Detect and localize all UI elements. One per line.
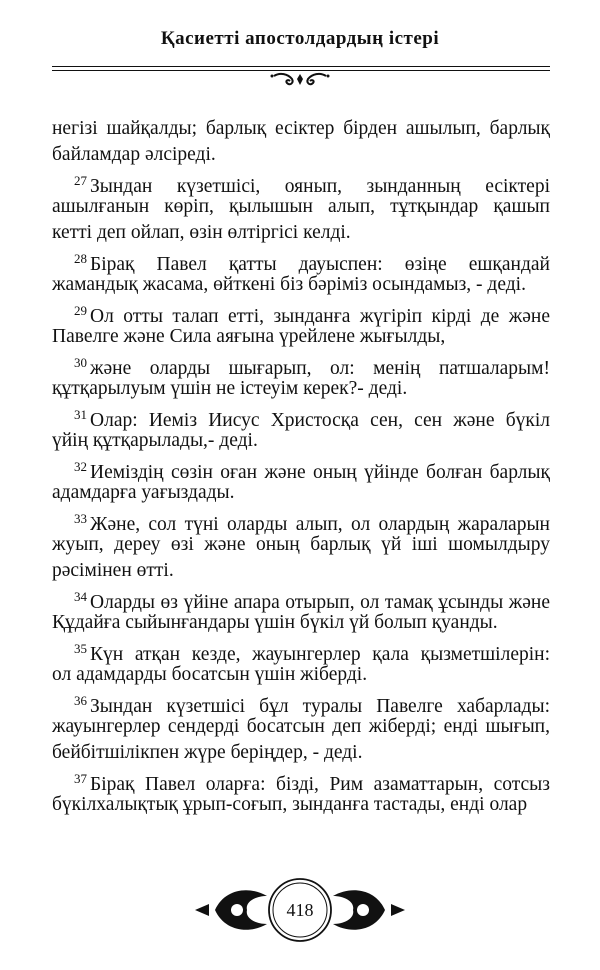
text-line [52,610,550,636]
verse-number: 29 [74,303,87,318]
verse-text: Және, сол түні оларды алып, ол олардың жараларын [90,514,550,535]
text-line [52,350,550,379]
verse-number: 37 [74,771,87,786]
text-line [52,246,550,275]
text-line [52,714,550,740]
verse-text: Бірақ Павел оларға: бізді, Рим азаматтарын, сотсыз [90,774,550,795]
verse-text: кетті деп ойлап, өзін өлтіргісі келді. [52,222,351,243]
verse-text: рәсімінен өтті. [52,560,174,581]
text-line [52,454,550,483]
verse-number: 27 [74,173,87,188]
verse-text: Күн атқан кезде, жауынгерлер қала қызметшілерін: [90,644,550,665]
verse-number: 33 [74,511,87,526]
verse-text: ашылғанын көріп, қылышын алып, тұтқындар қашып [52,196,550,217]
text-line [52,376,550,402]
text-line [52,142,550,168]
verse-text: негізі шайқалды; барлық есіктер бірден ашылып, барлық [52,118,550,139]
verse-text: Бірақ Павел қатты дауыспен: өзіңе ешқандай [90,254,550,275]
text-line [52,506,550,535]
text-line [52,740,550,766]
verse-text: Павелге және Сила аяғына үрейлене жығылды, [52,326,446,347]
header-ornament-icon [270,70,330,88]
text-line [52,324,550,350]
text-line [52,558,550,584]
verse-text: бейбітшілікпен жүре беріңдер, - деді. [52,742,363,763]
verse-text: жауынгерлер сендерді босатсын деп жіберді; енді шығып, [52,716,550,737]
verse-text: жамандық жасама, өйткені біз бәріміз осындамыз, - деді. [52,274,526,295]
text-line [52,116,550,142]
verse-number: 31 [74,407,87,422]
verse-text: Олар: Иеміз Иисус Христосқа сен, сен және бүкіл [90,410,550,431]
text-line [52,480,550,506]
verse-text: бүкілхалықтық ұрып-соғып, зынданға тастады, енді олар [52,794,528,815]
verse-text: ол адамдарды босатсын үшін жіберді. [52,664,368,685]
text-line [52,220,550,246]
text-line [52,662,550,688]
text-line [52,584,550,613]
verse-text: Зындан күзетшісі, оянып, зынданның есіктері [90,176,550,197]
verse-number: 32 [74,459,87,474]
verse-text: құтқарылуым үшін не істеуім керек?- деді. [52,378,408,399]
verse-text: Оларды өз үйіне апара отырып, ол тамақ ұсынды және [90,592,550,613]
verse-number: 34 [74,589,87,604]
text-line [52,636,550,665]
page-number: 418 [286,900,314,920]
verse-text: Құдайға сыйынғандары үшін бүкіл үй болып қуанды. [52,612,498,633]
text-line [52,532,550,558]
verse-text: байламдар әлсіреді. [52,144,216,165]
page-body-text [52,116,550,818]
text-line [52,272,550,298]
verse-text: Зындан күзетшісі бұл туралы Павелге хабарлады: [90,696,550,717]
verse-text: Ол отты талап етті, зынданға жүгіріп кірді де және [90,306,550,327]
verse-number: 36 [74,693,87,708]
text-line [52,792,550,818]
text-line [52,298,550,327]
text-line [52,766,550,795]
verse-text: Иеміздің сөзін оған және оның үйінде болған барлық [90,462,550,483]
verse-number: 30 [74,355,87,370]
text-line [52,168,550,197]
verse-text: үйің құтқарылады,- деді. [52,430,258,451]
text-line [52,688,550,717]
verse-text: жуып, дереу өзі және оның барлық үй іші шомылдыру [52,534,550,555]
text-line [52,402,550,431]
text-line [52,194,550,220]
running-header-title: Қасиетті апостолдардың істері [160,28,440,49]
verse-number: 28 [74,251,87,266]
verse-number: 35 [74,641,87,656]
header-rule [52,66,550,67]
page-number-ornament [195,878,405,942]
verse-text: және оларды шығарып, ол: менің патшаларым! [90,358,550,379]
text-line [52,428,550,454]
verse-text: адамдарға уағыздады. [52,482,235,503]
